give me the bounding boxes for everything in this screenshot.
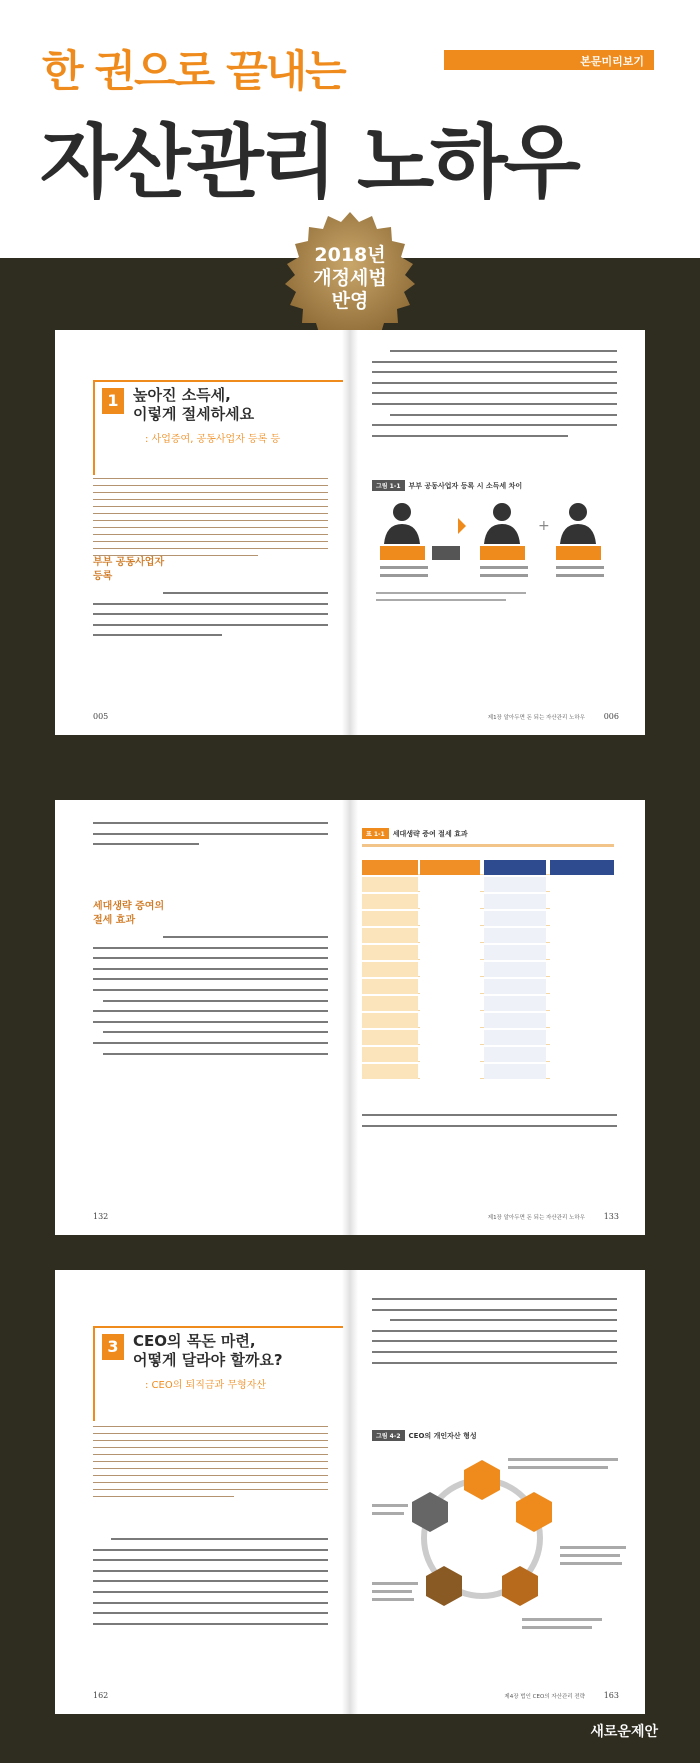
cycle-node xyxy=(464,1460,500,1500)
left-page xyxy=(55,1270,350,1714)
body-text xyxy=(93,1538,328,1633)
body-text xyxy=(372,1298,617,1372)
body-text xyxy=(93,936,328,1063)
book-spread-3 xyxy=(55,1270,645,1714)
left-page xyxy=(55,330,350,735)
running-head: 제4장 법인 CEO의 자산관리 전략 xyxy=(504,1694,585,1700)
chapter-title xyxy=(133,1332,283,1370)
table-subcaption xyxy=(362,844,614,847)
seal-text xyxy=(279,244,421,313)
table-row xyxy=(362,1013,614,1028)
table-row xyxy=(362,1030,614,1045)
section-heading-line1: 부부 공동사업자 xyxy=(93,557,165,568)
chapter-title-line2: 어떻게 달라야 할까요? xyxy=(133,1351,283,1369)
intro-text xyxy=(93,1426,328,1503)
seal-apply: 반영 xyxy=(331,290,369,312)
body-text xyxy=(362,1114,617,1135)
book-subtitle: 한 권으로 끝내는 xyxy=(42,47,345,97)
gift-tax-table xyxy=(362,860,614,1090)
preview-tag: 본문미리보기 xyxy=(444,50,654,70)
arrow-icon xyxy=(458,518,466,534)
book-spread-2 xyxy=(55,800,645,1235)
person-icon xyxy=(560,503,596,544)
intro-text xyxy=(93,478,328,562)
page-number-right: 006 xyxy=(603,712,619,721)
table-row xyxy=(362,1047,614,1062)
body-text xyxy=(372,350,617,445)
table-row xyxy=(362,1064,614,1079)
section-heading xyxy=(93,556,164,584)
right-page xyxy=(350,800,645,1235)
section-heading xyxy=(93,900,164,928)
figure-caption xyxy=(372,480,522,491)
table-row xyxy=(362,945,614,960)
section-heading-line1: 세대생략 증여의 xyxy=(93,901,165,912)
book-spread-1 xyxy=(55,330,645,735)
chapter-number: 3 xyxy=(102,1334,124,1360)
page-number-left: 162 xyxy=(93,1691,109,1700)
page-number-left: 005 xyxy=(93,712,109,721)
body-text xyxy=(93,592,328,645)
running-head: 제1장 알아두면 돈 되는 자산관리 노하우 xyxy=(487,1215,585,1221)
figure-caption-text: CEO의 개인자산 형성 xyxy=(408,1432,477,1440)
gutter-shadow xyxy=(342,800,358,1235)
right-page xyxy=(350,1270,645,1714)
table-row xyxy=(362,996,614,1011)
chapter-subtitle: : 사업증여, 공동사업자 등록 등 xyxy=(145,434,281,445)
table-row xyxy=(362,911,614,926)
gutter-shadow xyxy=(342,330,358,735)
person-icon xyxy=(484,503,520,544)
section-heading-line2: 등록 xyxy=(93,571,113,582)
seal-revision: 개정세법 xyxy=(313,267,387,289)
figure-caption-text: 부부 공동사업자 등록 시 소득세 차이 xyxy=(408,482,523,490)
chapter-title xyxy=(133,386,254,424)
publisher-logo: 새로운제안 xyxy=(590,1724,658,1740)
table-caption xyxy=(362,828,468,839)
page-number-left: 132 xyxy=(93,1212,109,1221)
seal-year: 2018년 xyxy=(314,244,386,266)
section-heading-line2: 절세 효과 xyxy=(93,915,136,926)
figure-caption xyxy=(372,1430,477,1441)
body-text xyxy=(93,822,328,854)
page-number-right: 163 xyxy=(603,1691,619,1700)
chapter-number: 1 xyxy=(102,388,124,414)
gutter-shadow xyxy=(342,1270,358,1714)
table-tag: 표 1-1 xyxy=(362,828,389,839)
table-row xyxy=(362,894,614,909)
running-head: 제1장 알아두면 돈 되는 자산관리 노하우 xyxy=(487,715,585,721)
chapter-subtitle: : CEO의 퇴직금과 무형자산 xyxy=(145,1380,267,1391)
table-caption-text: 세대생략 증여 절세 효과 xyxy=(392,830,468,838)
asset-cycle-diagram xyxy=(372,1446,632,1636)
figure-tag: 그림 4-2 xyxy=(372,1430,405,1441)
figure-tag: 그림 1-1 xyxy=(372,480,405,491)
chapter-title-line1: 높아진 소득세, xyxy=(133,386,231,404)
right-page xyxy=(350,330,645,735)
table-header-row xyxy=(362,860,614,875)
table-row xyxy=(362,877,614,892)
chapter-title-line2: 이렇게 절세하세요 xyxy=(133,405,255,423)
left-page xyxy=(55,800,350,1235)
table-row xyxy=(362,979,614,994)
svg-text:+: + xyxy=(538,518,550,534)
page-number-right: 133 xyxy=(603,1212,619,1221)
table-row xyxy=(362,962,614,977)
book-title: 자산관리 노하우 xyxy=(40,116,577,209)
chapter-title-line1: CEO의 목돈 마련, xyxy=(133,1332,256,1350)
person-icon xyxy=(384,503,420,544)
table-row xyxy=(362,928,614,943)
income-tax-diagram xyxy=(372,496,622,606)
